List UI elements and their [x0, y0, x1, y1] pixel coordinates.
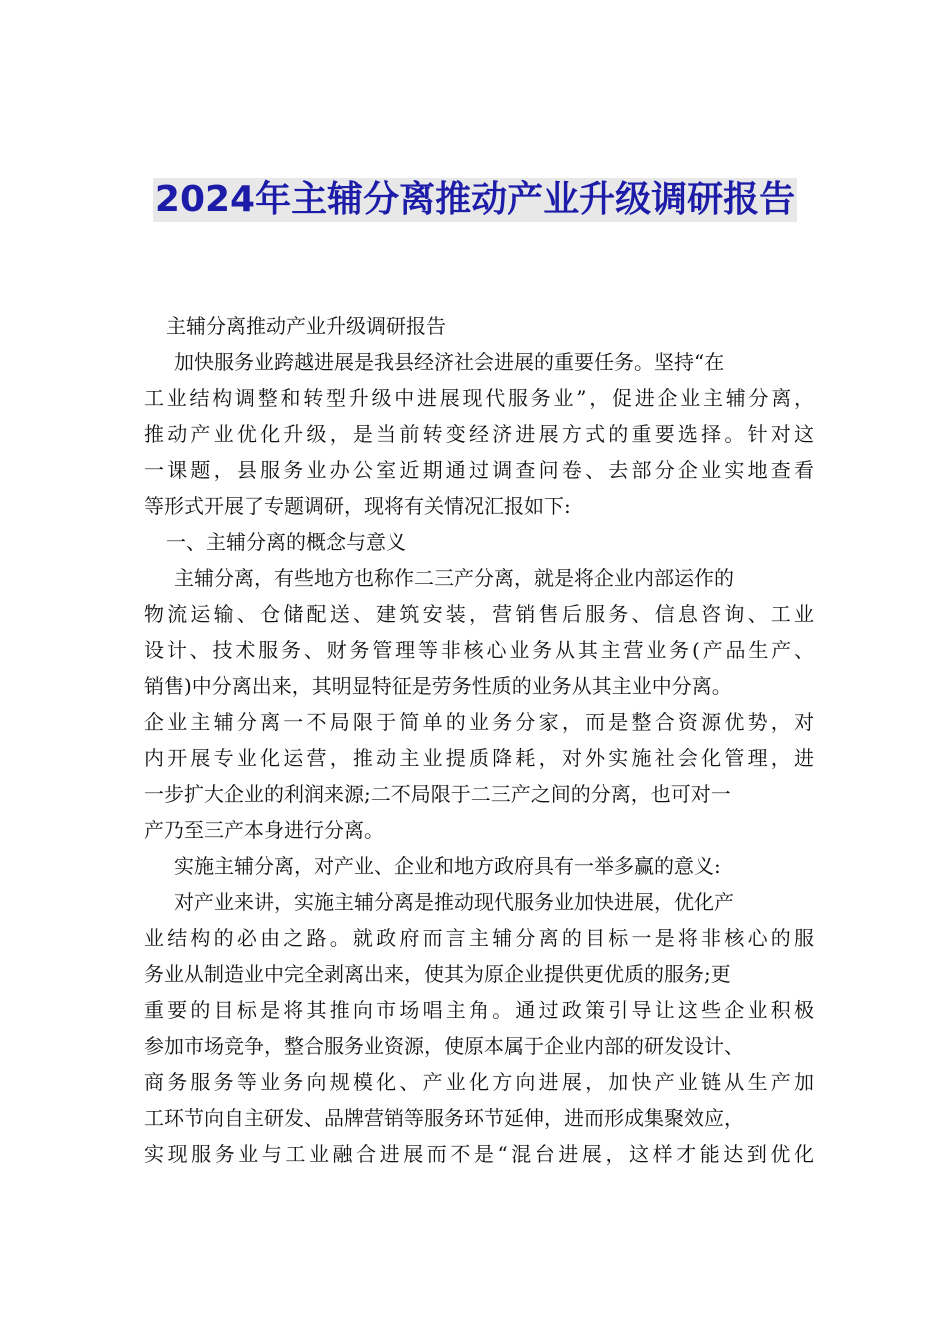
paragraph-line: 一步扩大企业的利润来源;二不局限于二三产之间的分离，也可对一	[144, 782, 731, 806]
paragraph-line: 销售)中分离出来，其明显特征是劳务性质的业务从其主业中分离。	[144, 674, 732, 698]
paragraph-line: 工业结构调整和转型升级中进展现代服务业”，促进企业主辅分离，	[144, 386, 814, 410]
paragraph-line: 一课题，县服务业办公室近期通过调查问卷、去部分企业实地查看	[144, 458, 814, 482]
paragraph-line: 物流运输、仓储配送、建筑安装，营销售后服务、信息咨询、工业	[144, 602, 814, 626]
document-body	[144, 308, 814, 1172]
document-title: 2024年主辅分离推动产业升级调研报告	[154, 179, 796, 220]
paragraph-line: 内开展专业化运营，推动主业提质降耗，对外实施社会化管理，进	[144, 746, 814, 770]
paragraph-line: 对产业来讲，实施主辅分离是推动现代服务业加快进展，优化产	[174, 890, 734, 914]
paragraph-line: 实现服务业与工业融合进展而不是“混台进展，这样才能达到优化	[144, 1142, 814, 1166]
paragraph-line: 主辅分离，有些地方也称作二三产分离，就是将企业内部运作的	[174, 566, 734, 590]
paragraph-line: 设计、技术服务、财务管理等非核心业务从其主营业务(产品生产、	[144, 638, 814, 662]
subtitle-line: 主辅分离推动产业升级调研报告	[166, 314, 446, 338]
paragraph-line: 重要的目标是将其推向市场唱主角。通过政策引导让这些企业积极	[144, 998, 814, 1022]
paragraph-line: 实施主辅分离，对产业、企业和地方政府具有一举多赢的意义:	[174, 854, 721, 878]
paragraph-line: 务业从制造业中完全剥离出来，使其为原企业提供更优质的服务;更	[144, 962, 731, 986]
title-container	[0, 178, 950, 222]
paragraph-line: 参加市场竞争，整合服务业资源，使原本属于企业内部的研发设计、	[144, 1034, 744, 1058]
section-heading: 一、主辅分离的概念与意义	[166, 530, 406, 554]
paragraph-line: 业结构的必由之路。就政府而言主辅分离的目标一是将非核心的服	[144, 926, 814, 950]
paragraph-line: 企业主辅分离一不局限于简单的业务分家，而是整合资源优势，对	[144, 710, 814, 734]
paragraph-line: 工环节向自主研发、品牌营销等服务环节延伸，进而形成集聚效应，	[144, 1106, 744, 1130]
paragraph-line: 推动产业优化升级，是当前转变经济进展方式的重要选择。针对这	[144, 422, 814, 446]
paragraph-line: 商务服务等业务向规模化、产业化方向进展，加快产业链从生产加	[144, 1070, 814, 1094]
paragraph-line: 等形式开展了专题调研，现将有关情况汇报如下:	[144, 494, 571, 518]
paragraph-line: 产乃至三产本身进行分离。	[144, 818, 384, 842]
paragraph-line: 加快服务业跨越进展是我县经济社会进展的重要任务。坚持“在	[174, 350, 725, 374]
